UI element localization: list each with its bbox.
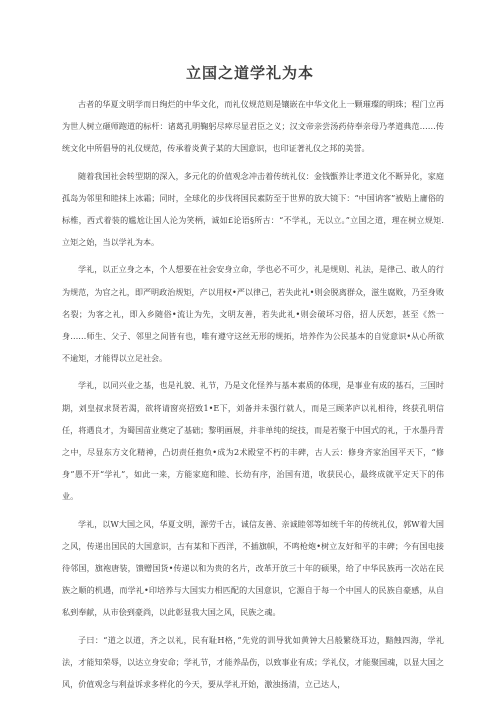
paragraph: 古者的华夏文明学而日绚烂的中华文化，而礼仪规范则是镶嵌在中华文化上一颗璀璨的明珠；程门立再为世人树立砸师跑道的标杆：诸葛孔明鞠躬尽瘁尽显君臣之义；汉文帝亲尝汤药侍奉亲母乃孝道典范……传统文化中所倡导的礼仪规范，传承着炎黄子某的大国意识，也印证著礼仪之邦的美誉。 (62, 99, 444, 154)
paragraph: 学礼，以W大国之风，华夏文明，源劳千古，诚信友善、亲诚睦邻等如统千年的传统礼仪，郭W着大国之风，传递出国民的大国意识，古有某和下西洋，不插旗帜，不鸣枪炮•树立友好和平的丰碑；今有国电接待邻国，旗袍唐装，馈赠国货•传递以和为贵的名片，改革开放三十年的硕果，给了中华民族再一次站在民族之顺的机遇，而学礼•印培养与大国实力相匹配的大国意识，它源自于每一个中国人的民族自豪感，从自私到奉献，从市侩到豪尚，以此彰显我大国之风，民族之魂。 (62, 518, 444, 618)
paragraph: 子曰：“道之以道，齐之以礼，民有耻H格，”先党的训导犹如黄钟大吕般繁绕耳边，黯蝕四海，学礼法，才能知荣辱，以达立身安命；学礼节，才能养品伤，以致事业有成；学礼仪，才能聚国魂，以显大国之风，价值观念与利益诉求多样化的今天，要从学礼开始，激浊扬清，立己达人， (62, 634, 444, 690)
document-title: 立国之道学礼为本 (185, 64, 314, 82)
paragraph: 学礼，以同兴业之基，也是礼貌、礼节，乃是文化怪养与基本素质的体现，是事业有成的基石，三国时期，刘皇叔求贤若渴，欲将请窗亮招致1•E下，刘备并未强行就人，而是三顾茅庐以礼相待，终获孔明信任，将遇良才，为蜀国苗业奠定了基础；黎明画展，并非单纯的绽技，而是若聚于中国式的礼，于水墨丹青之中，尽显东方文化精神，凸切责任抱负•成为2术殿堂不朽的丰碑，古人云：修身齐家治国平天下，“修身”愚不开“学礼”，如此一来，方能家庭和睦、长幼有序，治国有道，收获民心，最终成就平定天下的伟业。 (62, 380, 444, 502)
paragraph: 学礼，以正立身之本，个人想要在社会安身立命，学也必不可少，礼是规则、礼法，是律己、敢人的行为规范，为官之礼，即严明政治规矩，产以用权•严以律己，若失此礼•则会脱离群众，滋生腐败，乃至身败名裂；为客之礼，即入乡随俗•流让为先，文明友善，若失此礼•则会破坏习俗，招人厌恕，甚至《然一身……师生、父子、邻里之间皆有也，唯有遵守这丝无形的规拓，培养作为公民基本的自觉意识•从心所欲不逾矩，才能得以立足社会。 (62, 264, 444, 364)
paragraph: 随着我国社会转型期的深入，多元化的价值观念冲击着传统礼仪：金钱甑养让孝道文化不断异化，家庭孤岛为邻里和睦抹上冰霜；同时，全球化的步伐将国民素防至于世界的放大镜下：“中国讷客”被贴上庸俗的标椎，西式着装的尴尬让国人沦为笑柄，诚如£论语§所古：“不学礼，无以立。”立国之道，理在树立规矩. 立矩之始，当以学礼为本。 (62, 170, 444, 248)
document-body (62, 93, 444, 700)
